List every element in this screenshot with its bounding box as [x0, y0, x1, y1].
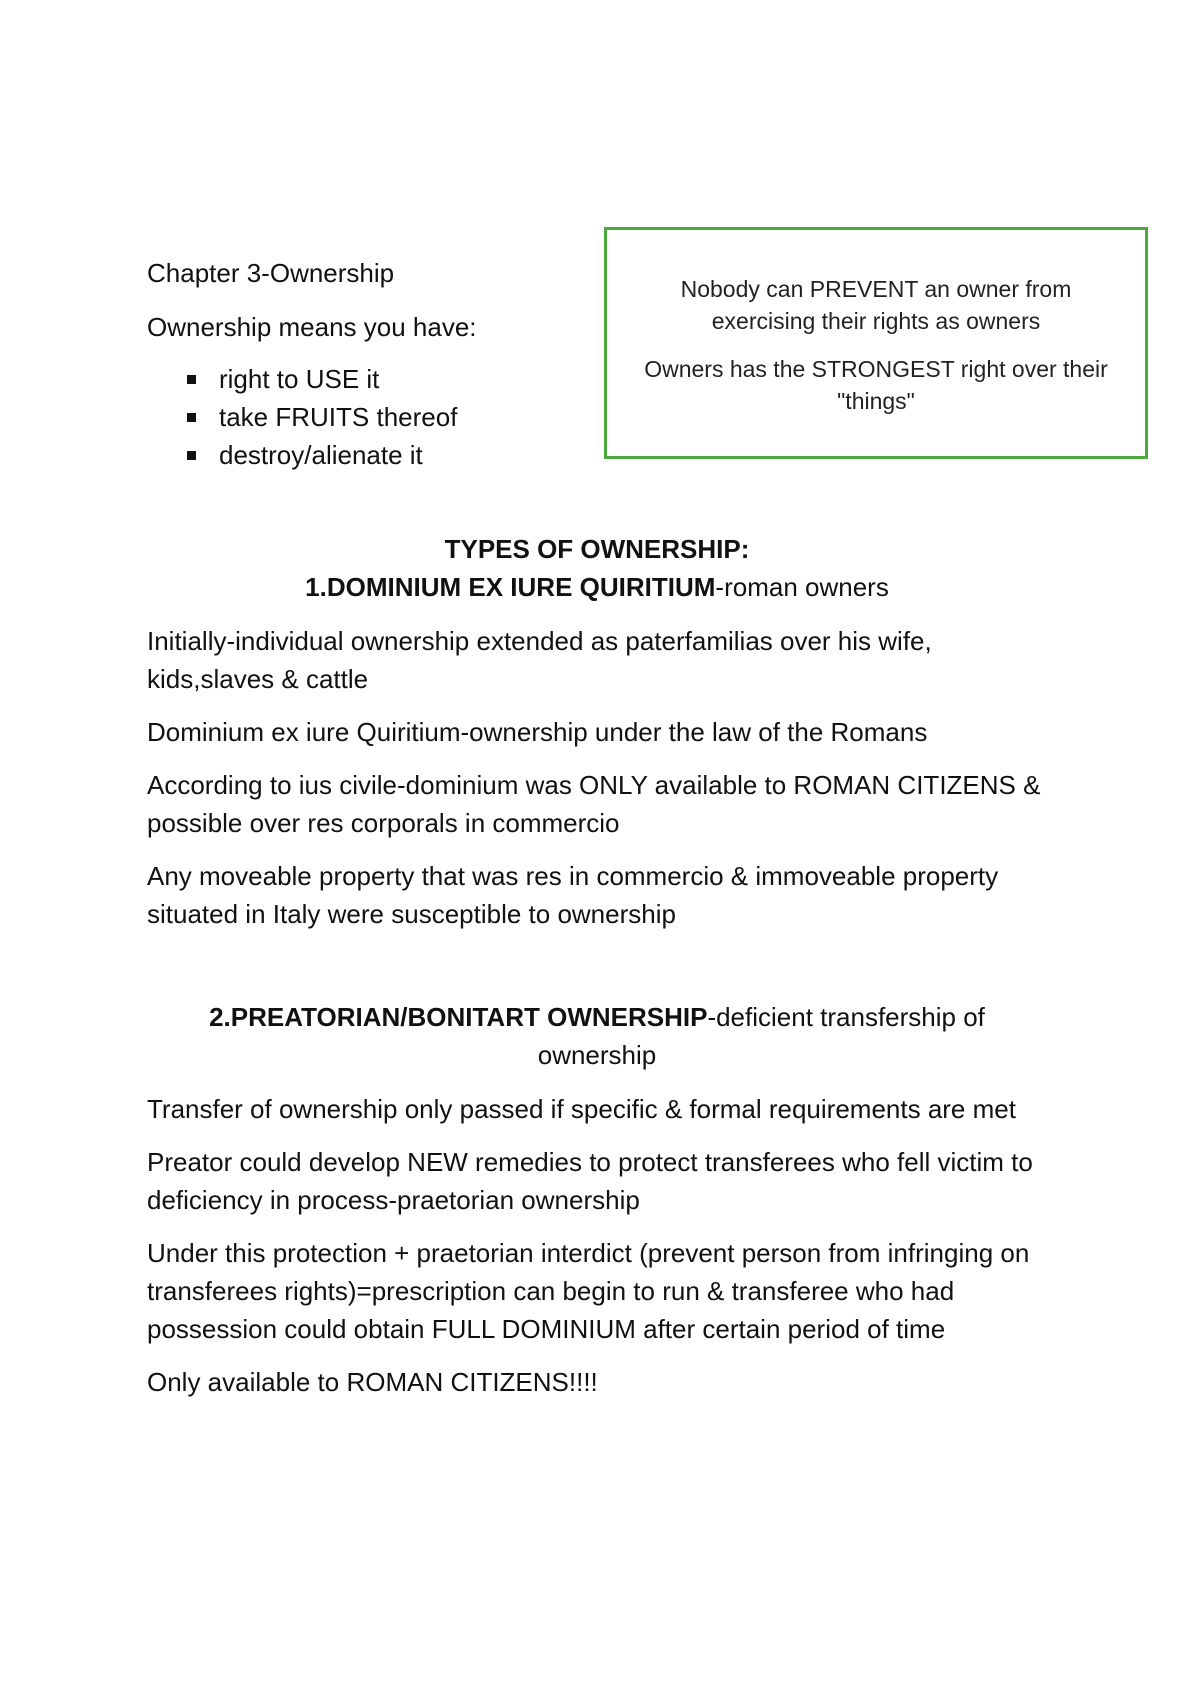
section-2-title-bold: 2.PREATORIAN/BONITART OWNERSHIP: [209, 1002, 708, 1032]
list-item: [187, 436, 587, 474]
list-item: [187, 360, 587, 398]
document-body: [147, 254, 1047, 1416]
section-1-paragraph: Initially-individual ownership extended as paterfamilias over his wife, kids,slaves & cattle: [147, 626, 932, 694]
callout-line-1: Nobody can PREVENT an owner from exercising their rights as owners: [680, 276, 1072, 334]
section-2-paragraph: Under this protection + praetorian interdict (prevent person from infringing on transferees rights)=prescription can begin to run & transferee who had possession could obtain FULL DOMINIUM after certain period of time: [147, 1238, 1030, 1344]
list-item-text: right to USE it: [219, 364, 380, 394]
square-bullet-icon: [187, 413, 196, 422]
section-1-heading: [147, 530, 1047, 606]
section-2-paragraph: Only available to ROMAN CITIZENS!!!!: [147, 1367, 598, 1397]
list-item-text: destroy/alienate it: [219, 440, 423, 470]
callout-line-2: Owners has the STRONGEST right over their "things": [644, 356, 1108, 414]
list-item-text: take FRUITS thereof: [219, 402, 458, 432]
section-1-paragraph: According to ius civile-dominium was ONLY available to ROMAN CITIZENS & possible over res corporals in commercio: [147, 770, 1041, 838]
types-heading: TYPES OF OWNERSHIP:: [444, 534, 750, 564]
ownership-rights-list: [147, 360, 587, 474]
section-1-paragraph: Any moveable property that was res in commercio & immoveable property situated in Italy were susceptible to ownership: [147, 861, 999, 929]
ownership-intro: Ownership means you have:: [147, 312, 477, 342]
section-2-heading: [147, 998, 1047, 1074]
list-item: [187, 398, 587, 436]
section-2-paragraph: Transfer of ownership only passed if specific & formal requirements are met: [147, 1094, 1016, 1124]
section-2-title-rest: -deficient transfership of ownership: [537, 1002, 985, 1070]
section-1-paragraph: Dominium ex iure Quiritium-ownership under the law of the Romans: [147, 717, 928, 747]
section-1-title: [147, 568, 1047, 606]
chapter-header: [147, 254, 587, 474]
square-bullet-icon: [187, 451, 196, 460]
section-1-title-rest: -roman owners: [715, 572, 889, 602]
chapter-title: Chapter 3-Ownership: [147, 258, 395, 288]
section-spacer: [147, 948, 1047, 998]
section-2-paragraph: Preator could develop NEW remedies to protect transferees who fell victim to deficiency in process-praetorian ownership: [147, 1147, 1033, 1215]
square-bullet-icon: [187, 375, 196, 384]
section-1-title-bold: 1.DOMINIUM EX IURE QUIRITIUM: [305, 572, 716, 602]
